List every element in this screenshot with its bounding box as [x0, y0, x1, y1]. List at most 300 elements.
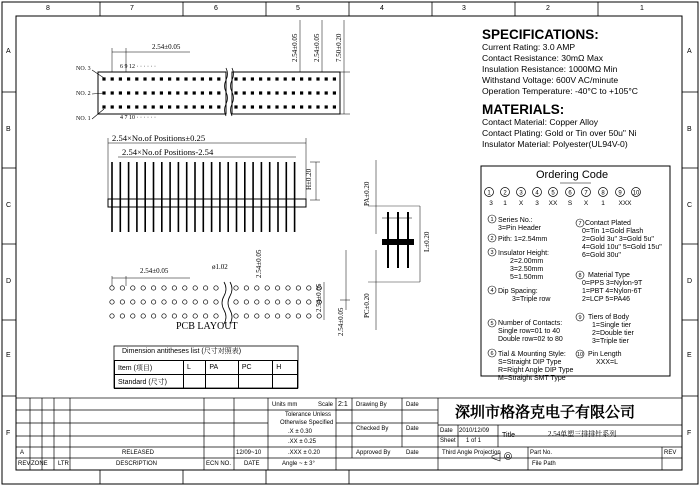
dim-standard-pc	[238, 375, 272, 389]
ordering-value: XX	[548, 200, 558, 207]
spec-line-5: Operation Temperature: -40°C to +105°C	[482, 86, 638, 96]
title-value: 2.54单塑三排排针系列	[548, 430, 617, 438]
top-pin	[135, 105, 138, 108]
top-pin	[119, 77, 122, 80]
pcb-hole	[131, 300, 135, 304]
pcb-hole	[265, 314, 269, 318]
top-pin	[333, 77, 336, 80]
top-pin	[243, 77, 246, 80]
pcb-hole	[162, 300, 166, 304]
top-pin	[102, 105, 105, 108]
col-label-5: 4	[380, 5, 384, 12]
tolerance-xx: .XX ± 0.25	[288, 439, 316, 445]
side-dim-1: 2.54±0.05	[291, 33, 299, 62]
dim-standard-label: Standard (尺寸)	[115, 375, 184, 389]
pcb-hole	[214, 314, 218, 318]
plated-opt-2: 2=Gold 3u" 3=Gold 5u"	[582, 236, 654, 243]
top-pin	[284, 91, 287, 94]
top-pin	[184, 91, 187, 94]
pcb-hole	[286, 314, 290, 318]
top-pin	[300, 105, 303, 108]
tiers-3: 3=Triple tier	[592, 338, 629, 345]
approved-by: Approved By	[356, 450, 391, 456]
top-pin	[325, 91, 328, 94]
material-type-label: Material Type	[588, 272, 630, 279]
top-pin	[243, 105, 246, 108]
contacts-single: Single row=01 to 40	[498, 328, 561, 335]
insulator-opt-3: 5=1.50mm	[510, 274, 544, 281]
pcb-hole	[162, 314, 166, 318]
pin-length-value: XXX=L	[596, 359, 618, 366]
pin-length-label: Pin Length	[588, 351, 622, 358]
pcb-hole	[317, 314, 321, 318]
row-label-c-right: C	[687, 202, 693, 209]
top-pin	[292, 105, 295, 108]
tiers-label: Tiers of Body	[588, 314, 629, 321]
company-name: 深圳市格洛克电子有限公司	[455, 404, 636, 421]
dim-table	[114, 360, 298, 389]
dip-label: Dip Spacing:	[498, 288, 538, 295]
row-label-f: F	[6, 430, 11, 437]
row-label-a-right: A	[687, 48, 692, 55]
top-pin	[300, 91, 303, 94]
pcb-hole	[193, 300, 197, 304]
tiers-2: 2=Double tier	[592, 330, 634, 337]
top-pin	[308, 91, 311, 94]
date-label: Date	[440, 428, 453, 434]
tail-label: Tial & Mounting Style:	[498, 351, 566, 358]
drawing-by: Drawing By	[356, 402, 387, 408]
pcb-hole	[131, 286, 135, 290]
material-type-1: 0=PPS 3=Nylon-9T	[582, 280, 643, 287]
top-pin	[160, 91, 163, 94]
pcb-hole	[110, 300, 114, 304]
pcb-hole	[172, 300, 176, 304]
spec-circle-number: 10	[576, 352, 584, 359]
top-pin	[243, 91, 246, 94]
top-pin	[275, 77, 278, 80]
pcb-hole	[172, 286, 176, 290]
top-pin	[201, 77, 204, 80]
spec-circle-number: 9	[578, 315, 582, 322]
pcb-hole	[110, 286, 114, 290]
row-label-b: B	[6, 126, 11, 133]
row-label-d: D	[6, 278, 12, 285]
material-line-1: Contact Material: Copper Alloy	[482, 117, 599, 127]
pcb-hole	[151, 286, 155, 290]
plated-opt-4: 6=Gold 30u"	[582, 252, 621, 259]
ordering-value: 1	[601, 200, 605, 207]
spec-circle-number: 7	[578, 221, 582, 228]
top-pin	[292, 91, 295, 94]
pcb-hole	[296, 314, 300, 318]
top-pin	[152, 105, 155, 108]
col-label-6: 3	[462, 5, 466, 12]
pcb-hole	[203, 286, 207, 290]
top-pin	[267, 77, 270, 80]
pcb-hole	[193, 286, 197, 290]
top-pin	[176, 77, 179, 80]
pcb-hole	[265, 286, 269, 290]
row-label-no1: NO. 1	[76, 116, 91, 122]
pcb-hole	[244, 300, 248, 304]
checked-by: Checked By	[356, 426, 389, 432]
spec-line-3: Insulation Resistance: 1000MΩ Min	[482, 64, 618, 74]
pcb-hole	[234, 300, 238, 304]
top-pin	[127, 105, 130, 108]
top-pin	[111, 105, 114, 108]
top-pin	[143, 91, 146, 94]
top-pin	[234, 105, 237, 108]
pcb-vert-dim-2: 2.54±0.05	[337, 307, 345, 336]
pcb-hole	[110, 314, 114, 318]
pcb-hole	[234, 286, 238, 290]
pcb-hole	[183, 314, 187, 318]
dim-standard-pa	[206, 375, 238, 389]
top-pin	[217, 105, 220, 108]
spec-circle-number: 1	[490, 217, 494, 224]
pcb-hole	[141, 300, 145, 304]
front-pin-row	[112, 162, 295, 232]
col-label-1: 8	[46, 5, 50, 12]
top-pin	[209, 77, 212, 80]
spec-heading: SPECIFICATIONS:	[482, 27, 599, 42]
insulator-opt-1: 2=2.00mm	[510, 258, 544, 265]
top-pin	[259, 91, 262, 94]
pcb-hole	[203, 300, 207, 304]
pcb-hole	[275, 300, 279, 304]
ordering-value: S	[567, 200, 573, 207]
top-pin	[209, 105, 212, 108]
top-pin	[160, 77, 163, 80]
ordering-value: 3	[489, 200, 493, 207]
insulator-opt-2: 3=2.50mm	[510, 266, 544, 273]
rev-header-zone: ZONE	[31, 461, 48, 467]
dim-header-item: Item (项目)	[115, 361, 184, 375]
pcb-hole	[162, 286, 166, 290]
pcb-hole	[214, 286, 218, 290]
rev-row-a: A	[20, 450, 25, 456]
top-pin	[292, 77, 295, 80]
row-label-e: E	[6, 352, 11, 359]
sheet-value: 1 of 1	[466, 438, 482, 444]
tolerance-x: .X ± 0.30	[288, 429, 312, 435]
top-pin	[135, 91, 138, 94]
top-pin-grid	[102, 77, 336, 108]
rev-header-ltr: LTR	[58, 461, 69, 467]
pcb-hole	[141, 286, 145, 290]
pcb-hole	[255, 314, 259, 318]
row-label-no3: NO. 3	[76, 66, 91, 72]
ordering-circle-number: 4	[535, 190, 539, 197]
pcb-hole	[183, 286, 187, 290]
approved-date: Date	[406, 450, 419, 456]
material-type-3: 2=LCP 5=PA46	[582, 296, 631, 303]
insulator-label: Insulator Height:	[498, 250, 549, 257]
top-pin	[168, 91, 171, 94]
pcb-hole	[234, 314, 238, 318]
top-pin	[201, 91, 204, 94]
materials-heading: MATERIALS:	[482, 102, 565, 117]
pcb-hole	[286, 286, 290, 290]
dim-standard-h	[273, 375, 298, 389]
pcb-hole	[244, 314, 248, 318]
row-label-no2: NO. 2	[76, 91, 91, 97]
top-pin	[176, 91, 179, 94]
top-pin	[284, 105, 287, 108]
pcb-hole	[120, 286, 124, 290]
top-pin	[316, 91, 319, 94]
top-pin	[251, 91, 254, 94]
row-label-e-right: E	[687, 352, 692, 359]
top-pin	[251, 77, 254, 80]
top-pin	[168, 105, 171, 108]
material-line-2: Contact Plating: Gold or Tin over 50u" Ni	[482, 128, 637, 138]
series-label: Series No.:	[498, 217, 533, 224]
spec-circle-number: 5	[490, 321, 494, 328]
top-pin	[160, 105, 163, 108]
pcb-hole	[255, 286, 259, 290]
tail-m: M=Straight SMT Type	[498, 375, 566, 382]
tiers-1: 1=Single tier	[592, 322, 632, 329]
pcb-hole	[131, 314, 135, 318]
pcb-pitch-dim: 2.54±0.05	[140, 267, 169, 275]
rev-header-rev: REV	[18, 461, 31, 467]
top-pin	[193, 77, 196, 80]
top-pin	[152, 91, 155, 94]
pcb-layout-label: PCB LAYOUT	[176, 321, 238, 332]
dip-value: 3=Triple row	[512, 296, 551, 303]
top-pin	[259, 77, 262, 80]
top-pin	[127, 77, 130, 80]
side-dim-2: 2.54±0.05	[313, 33, 321, 62]
top-pin	[275, 105, 278, 108]
ordering-circle-number: 10	[632, 190, 640, 197]
spec-line-2: Contact Resistance: 30mΩ Max	[482, 53, 604, 63]
ordering-circle-number: 9	[618, 190, 622, 197]
tail-s: S=Straight DIP Type	[498, 359, 562, 366]
top-pin	[316, 77, 319, 80]
dim-header-pa: PA	[206, 361, 238, 375]
dim-header-h: H	[273, 361, 298, 375]
pcb-hole	[183, 300, 187, 304]
dim-header-l: L	[184, 361, 206, 375]
pa-dim: PA±0.20	[363, 181, 371, 206]
pcb-hole	[151, 314, 155, 318]
pcb-hole	[255, 300, 259, 304]
top-pin	[217, 77, 220, 80]
contacts-double: Double row=02 to 80	[498, 336, 563, 343]
ordering-value: 3	[535, 200, 539, 207]
pcb-hole	[275, 314, 279, 318]
top-pin	[127, 91, 130, 94]
top-pin	[300, 77, 303, 80]
top-pin	[308, 77, 311, 80]
ordering-circle-number: 7	[584, 190, 588, 197]
top-pin	[152, 77, 155, 80]
spec-circle-number: 8	[578, 273, 582, 280]
top-pin-numbers: 6 9 12 · · · · · ·	[120, 64, 156, 70]
pcb-hole	[244, 286, 248, 290]
ordering-value: X	[583, 200, 589, 207]
spec-line-1: Current Rating: 3.0 AMP	[482, 42, 576, 52]
pcb-hole	[307, 286, 311, 290]
rev-header-ecn: ECN NO.	[206, 461, 232, 467]
spec-line-4: Withstand Voltage: 600V AC/minute	[482, 75, 619, 85]
units-label: Units mm	[272, 402, 298, 408]
top-pin	[251, 105, 254, 108]
top-pitch-dim: 2.54±0.05	[152, 43, 181, 51]
pcb-hole	[214, 300, 218, 304]
pcb-hole	[120, 314, 124, 318]
pcb-hole	[141, 314, 145, 318]
top-pin	[168, 77, 171, 80]
pcb-break-mark	[222, 282, 232, 324]
pcb-hole-grid	[110, 283, 323, 318]
row-label-a: A	[6, 48, 11, 55]
pcb-hole	[307, 314, 311, 318]
side-dim-3: 7.50±0.20	[335, 33, 343, 62]
side-body	[382, 239, 414, 245]
positions-dim-a: 2.54×No.of Positions±0.25	[112, 133, 206, 143]
material-line-3: Insulator Material: Polyester(UL94V-0)	[482, 139, 628, 149]
ordering-title: Ordering Code	[536, 169, 609, 181]
drawing-date: Date	[406, 402, 419, 408]
top-pin	[267, 105, 270, 108]
pc-dim: PC±0.20	[363, 293, 371, 318]
pcb-hole-dim: ø1.02	[212, 263, 228, 271]
rev-label-right: REV	[664, 450, 677, 456]
bottom-pin-numbers: 4 7 10 · · · · · ·	[120, 115, 156, 121]
top-pin	[143, 105, 146, 108]
top-pin	[184, 77, 187, 80]
top-pin	[111, 91, 114, 94]
dim-table-standard-row	[115, 375, 298, 389]
pcb-hole	[172, 314, 176, 318]
dim-table-header-row	[115, 361, 298, 375]
dim-table-title: Dimension antitheses list (尺寸对照表)	[122, 348, 242, 355]
side-view	[368, 160, 420, 330]
row-label-b-right: B	[687, 126, 692, 133]
top-pin	[259, 105, 262, 108]
pcb-hole	[296, 300, 300, 304]
col-label-3: 6	[214, 5, 218, 12]
col-label-4: 5	[296, 5, 300, 12]
pcb-hole	[151, 300, 155, 304]
pcb-hole	[203, 314, 207, 318]
spec-circle-number: 4	[490, 288, 494, 295]
rev-header-description: DESCRIPTION	[116, 461, 158, 467]
top-pin	[308, 105, 311, 108]
top-pin	[275, 91, 278, 94]
top-pin	[325, 77, 328, 80]
spec-circle-number: 3	[490, 250, 494, 257]
plated-opt-3: 4=Gold 10u" 5=Gold 15u"	[582, 244, 662, 251]
tolerance-angle: Angle ~ ± 3°	[282, 461, 315, 467]
top-pin	[184, 105, 187, 108]
dim-header-pc: PC	[238, 361, 272, 375]
sheet-label: Sheet	[440, 438, 456, 444]
vert-pitch-dim: 2.54±0.05	[255, 249, 263, 278]
top-pin	[267, 91, 270, 94]
plated-opt-1: 0=Tin 1=Gold Flash	[582, 228, 644, 235]
tail-r: R=Right Angle DIP Type	[498, 367, 574, 374]
top-pin	[135, 77, 138, 80]
pcb-layout	[110, 250, 350, 324]
pcb-hole	[296, 286, 300, 290]
ordering-value: 1	[503, 200, 507, 207]
l-dim: L±0.20	[423, 231, 431, 252]
ordering-circle-number: 1	[487, 190, 491, 197]
top-pin	[111, 77, 114, 80]
col-label-7: 2	[546, 5, 550, 12]
ordering-circle-number: 5	[551, 190, 555, 197]
ordering-circle-number: 2	[503, 190, 507, 197]
col-label-2: 7	[130, 5, 134, 12]
released-label: RELEASED	[122, 450, 155, 456]
material-type-2: 1=PBT 4=Nylon-6T	[582, 288, 642, 295]
ordering-value: XXX	[618, 200, 632, 207]
scale-label: Scale	[318, 402, 334, 408]
release-date: 12/09~10	[236, 450, 262, 456]
ordering-circle-number: 8	[601, 190, 605, 197]
top-pin	[333, 105, 336, 108]
row-label-f-right: F	[687, 430, 692, 437]
spec-circle-number: 2	[490, 236, 494, 243]
ordering-circle-number: 3	[519, 190, 523, 197]
tolerance-line-2: Otherwise Specified	[280, 420, 334, 426]
top-pin	[176, 105, 179, 108]
rev-header-date: DATE	[244, 461, 260, 467]
tolerance-line-1: Tolerance Unless	[285, 412, 332, 418]
h-dim: H±0.20	[305, 168, 313, 190]
col-label-8: 1	[640, 5, 644, 12]
ordering-code-circles	[485, 188, 641, 208]
dim-standard-l	[184, 375, 206, 389]
pcb-hole	[286, 300, 290, 304]
row-label-c: C	[6, 202, 12, 209]
top-pin	[143, 77, 146, 80]
top-pin	[325, 105, 328, 108]
spec-circle-number: 6	[490, 351, 494, 358]
date-value: 2010/12/09	[459, 428, 490, 434]
positions-dim-b: 2.54×No.of Positions-2.54	[122, 147, 214, 157]
title-label: Title	[502, 432, 515, 439]
ordering-circle-number: 6	[568, 190, 572, 197]
top-pin	[333, 91, 336, 94]
row-label-d-right: D	[687, 278, 693, 285]
top-pin	[209, 91, 212, 94]
top-pin	[119, 91, 122, 94]
pcb-hole	[265, 300, 269, 304]
top-pin	[193, 105, 196, 108]
top-pin	[217, 91, 220, 94]
ordering-value: X	[518, 200, 524, 207]
top-pin	[119, 105, 122, 108]
pcb-hole	[193, 314, 197, 318]
part-no-label: Part No.	[530, 450, 553, 456]
projection-label: Third Angle Projection	[442, 450, 501, 456]
contacts-label: Number of Contacts:	[498, 320, 563, 327]
top-pin	[201, 105, 204, 108]
series-value: 3=Pin Header	[498, 225, 542, 232]
scale-value: 2:1	[338, 401, 348, 408]
tolerance-xxx: .XXX ± 0.20	[288, 450, 320, 456]
top-pin	[234, 77, 237, 80]
pcb-hole	[120, 300, 124, 304]
plated-label: Contact Plated	[585, 220, 631, 227]
pcb-hole	[307, 300, 311, 304]
